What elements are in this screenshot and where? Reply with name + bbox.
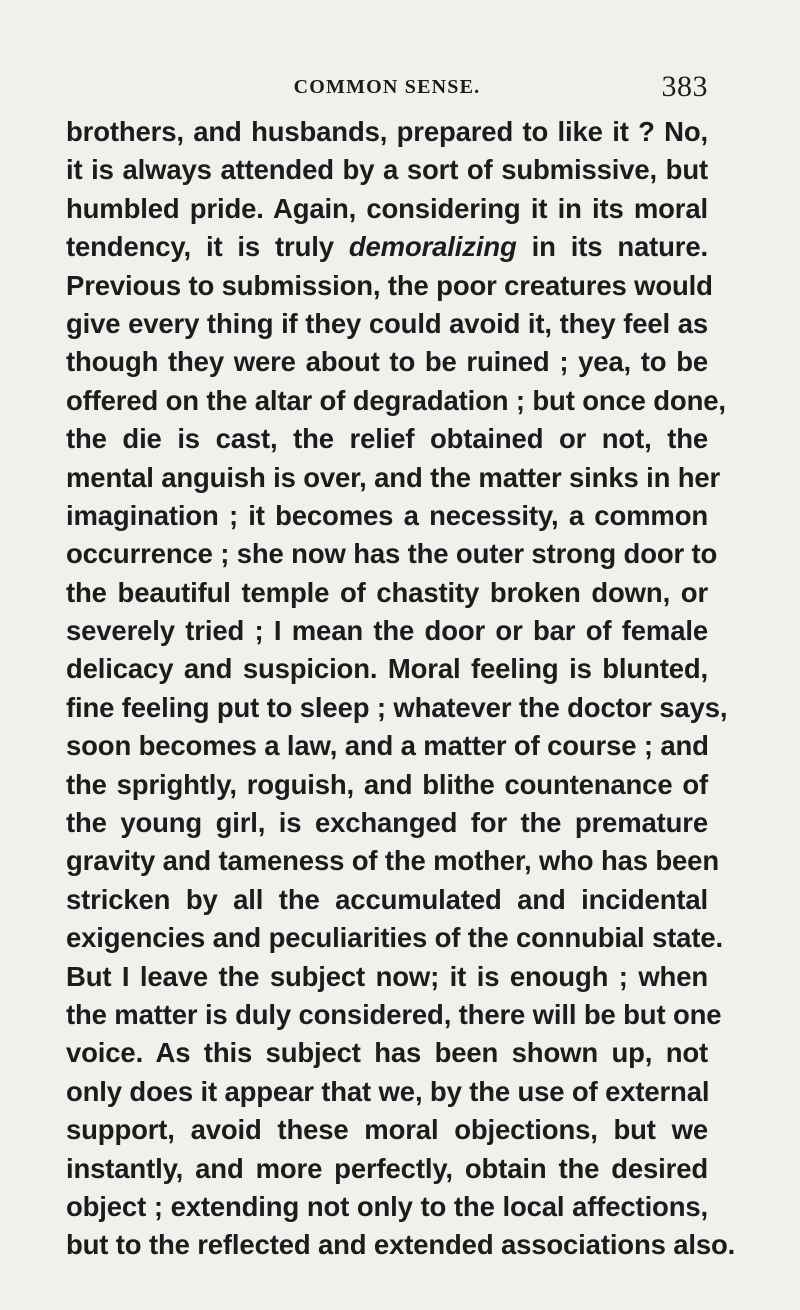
- running-head: [66, 70, 708, 110]
- page-number: 383: [661, 70, 708, 103]
- text-line: the sprightly, roguish, and blithe countenance of: [66, 768, 708, 800]
- text-line: the die is cast, the relief obtained or not, the: [66, 423, 708, 455]
- body-text: [66, 113, 736, 1265]
- text-line: soon becomes a law, and a matter of course ; and: [66, 730, 709, 762]
- text-line: give every thing if they could avoid it, they feel as: [66, 307, 708, 339]
- text-line: support, avoid these moral objections, but we: [66, 1114, 708, 1146]
- text-line: occurrence ; she now has the outer strong door to: [66, 538, 718, 570]
- text-line: instantly, and more perfectly, obtain the desired: [66, 1152, 708, 1184]
- text-line: severely tried ; I mean the door or bar of female: [66, 615, 708, 647]
- text-line: mental anguish is over, and the matter sinks in her: [66, 461, 721, 493]
- text-line: brothers, and husbands, prepared to like it ? No,: [66, 116, 708, 147]
- text-line: the young girl, is exchanged for the premature: [66, 807, 708, 839]
- text-line: But I leave the subject now; it is enough ; when: [66, 960, 708, 992]
- text-line: delicacy and suspicion. Moral feeling is blunted,: [66, 653, 708, 685]
- text-line: the beautiful temple of chastity broken down, or: [66, 576, 708, 608]
- text-line: Previous to submission, the poor creatures would: [66, 269, 713, 301]
- text-line: imagination ; it becomes a necessity, a common: [66, 499, 708, 531]
- italic-word: demoralizing: [348, 231, 517, 263]
- text-line: object ; extending not only to the local affections,: [66, 1190, 708, 1222]
- text-line: gravity and tameness of the mother, who has been: [66, 845, 719, 877]
- text-line: though they were about to be ruined ; yea, to be: [66, 346, 708, 378]
- text-line: but to the reflected and extended associations also.: [66, 1229, 736, 1261]
- text-line: only does it appear that we, by the use of external: [66, 1075, 710, 1107]
- text-line: exigencies and peculiarities of the connubial state.: [66, 922, 723, 954]
- text-run: in its nature.: [516, 231, 708, 263]
- text-line: [66, 228, 708, 266]
- text-run: tendency, it is truly: [66, 231, 349, 263]
- text-line: offered on the altar of degradation ; but once done,: [66, 384, 726, 416]
- text-line: stricken by all the accumulated and incidental: [66, 883, 708, 915]
- text-line: fine feeling put to sleep ; whatever the doctor says,: [66, 691, 728, 723]
- running-title: COMMON SENSE.: [293, 76, 481, 98]
- text-line: voice. As this subject has been shown up, not: [66, 1037, 708, 1069]
- text-line: the matter is duly considered, there will be but one: [66, 998, 722, 1030]
- text-line: humbled pride. Again, considering it in its moral: [66, 192, 708, 224]
- text-line: it is always attended by a sort of submissive, but: [66, 154, 708, 186]
